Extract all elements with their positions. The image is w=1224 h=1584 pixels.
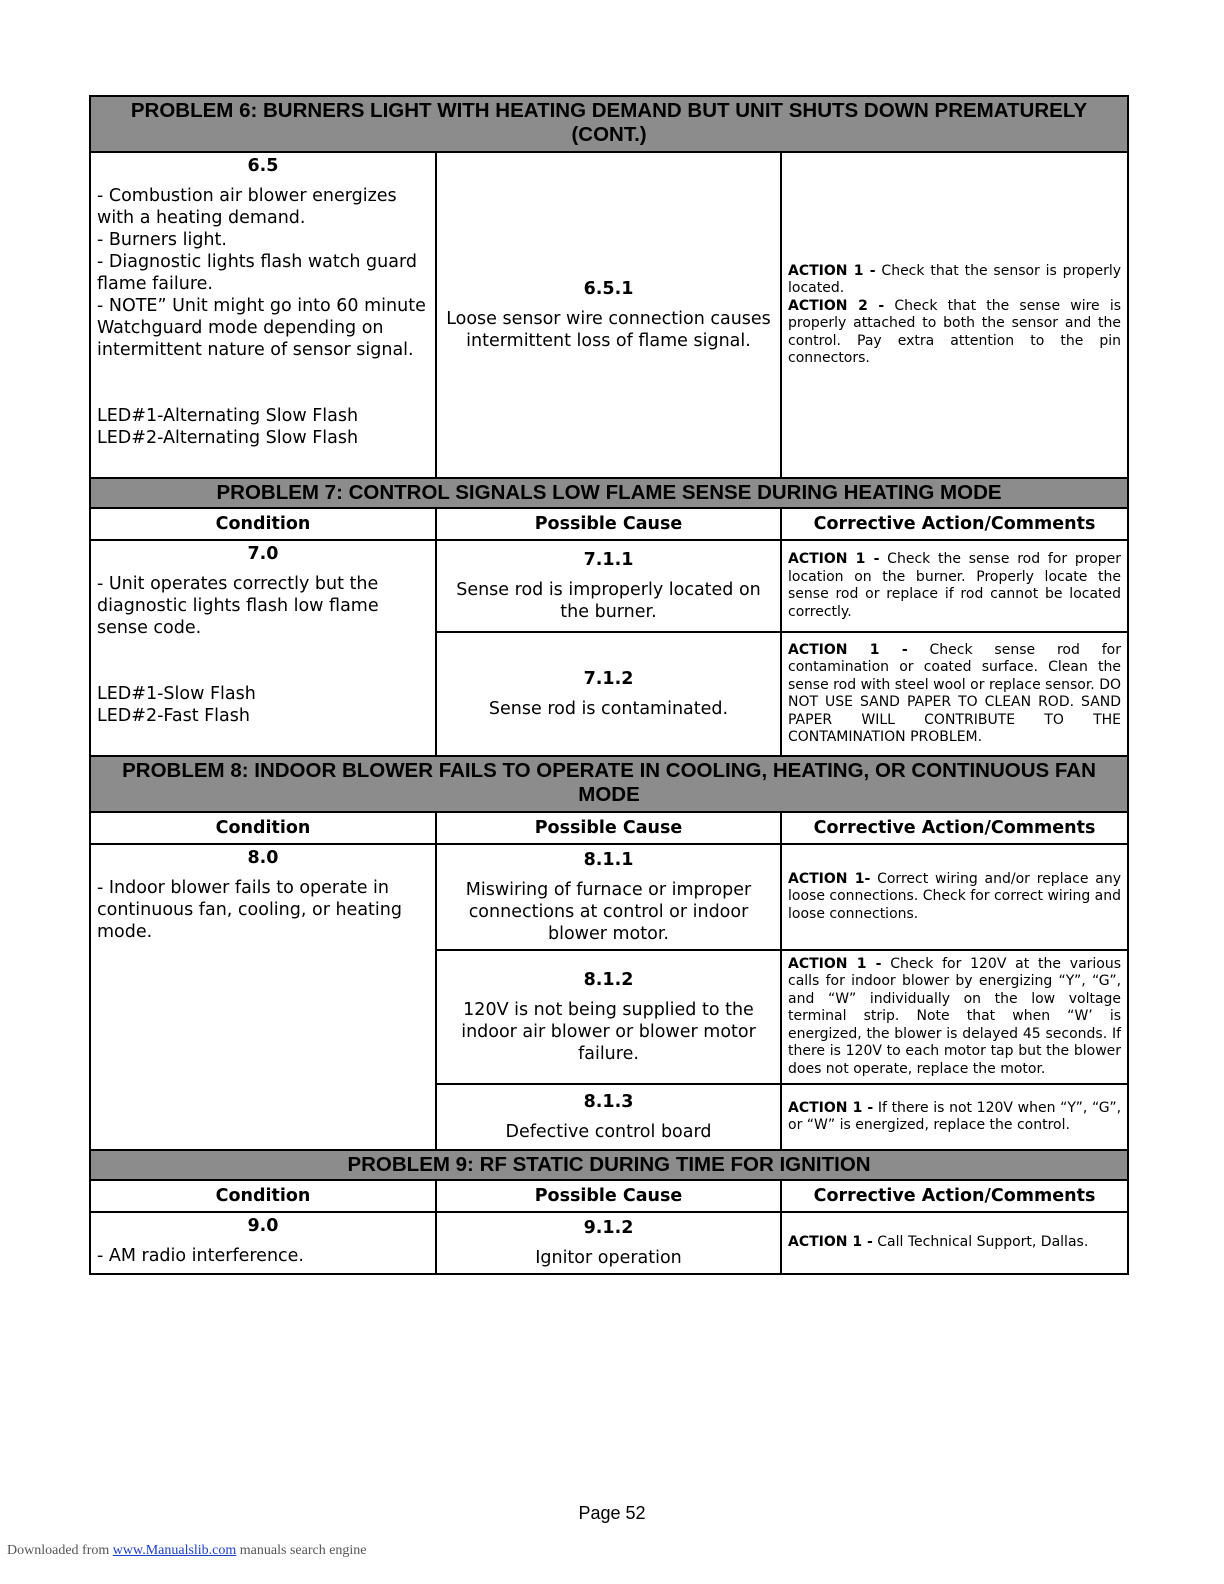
cause-number: 8.1.1 <box>583 850 634 870</box>
action-text: Call Technical Support, Dallas. <box>872 1234 1089 1251</box>
action-text: Correct wiring and/or replace any loose connections. Check for correct wiring and loose connections. <box>788 870 1122 922</box>
problem-7-cause-1 <box>436 540 781 632</box>
problem-6-condition <box>90 152 436 478</box>
led-2-status: LED#2-Alternating Slow Flash <box>97 428 359 448</box>
action-text: Check that the sensor is properly located. <box>788 262 1122 296</box>
download-suffix: manuals search engine <box>236 1543 367 1558</box>
cause-header: Possible Cause <box>436 812 781 844</box>
problem-9-cause <box>436 1212 781 1274</box>
condition-number: 8.0 <box>247 848 279 868</box>
cause-number: 7.1.1 <box>583 550 634 570</box>
cause-number: 8.1.3 <box>583 1092 634 1112</box>
cause-text: Sense rod is improperly located on the burner. <box>456 580 761 622</box>
download-prefix: Downloaded from <box>7 1543 113 1558</box>
cause-text: Sense rod is contaminated. <box>488 699 729 719</box>
problem-6-header: PROBLEM 6: BURNERS LIGHT WITH HEATING DEMAND BUT UNIT SHUTS DOWN PREMATURELY (CONT.) <box>90 96 1128 152</box>
problem-8-condition <box>90 844 436 1150</box>
condition-text: - AM radio interference. <box>97 1246 304 1266</box>
problem-9-action <box>781 1212 1128 1274</box>
action-header: Corrective Action/Comments <box>781 1180 1128 1212</box>
cause-number: 7.1.2 <box>583 669 634 689</box>
action-text: Check for 120V at the various calls for indoor blower by energizing “Y”, “G”, and “W” individually on the low voltage terminal strip. Note that when “W’ is energized, the blower is delayed 45 seconds. If there is 120V to each motor tap but the blower does not operate, replace the motor. <box>788 955 1122 1077</box>
action-label: ACTION 1- <box>788 870 871 887</box>
problem-6-actions <box>781 152 1128 478</box>
action-header: Corrective Action/Comments <box>781 812 1128 844</box>
problem-8-cause-2 <box>436 950 781 1084</box>
problem-7-action-1 <box>781 540 1128 632</box>
action-label: ACTION 1 - <box>788 551 880 567</box>
action-label: ACTION 1 - <box>788 641 908 658</box>
action-text: Check sense rod for contamination or coated surface. Clean the sense rod with steel wool or replace sensor. DO NOT USE SAND PAPER TO CLEAN ROD. SAND PAPER WILL CONTRIBUTE TO THE CONTAMINATION PROBLEM. <box>788 641 1122 745</box>
condition-header: Condition <box>90 812 436 844</box>
problem-6-cause <box>436 152 781 478</box>
cause-text: Defective control board <box>505 1122 712 1142</box>
problem-8-header: PROBLEM 8: INDOOR BLOWER FAILS TO OPERATE IN COOLING, HEATING, OR CONTINUOUS FAN MODE <box>90 756 1128 812</box>
problem-7-condition <box>90 540 436 756</box>
problem-8-action-1 <box>781 844 1128 950</box>
action-label: ACTION 2 - <box>788 297 885 314</box>
led-2-status: LED#2-Fast Flash <box>97 706 250 726</box>
condition-line: - Burners light. <box>97 230 227 250</box>
action-label: ACTION 1 - <box>788 1234 873 1251</box>
cause-number: 9.1.2 <box>583 1218 634 1238</box>
problem-7-header: PROBLEM 7: CONTROL SIGNALS LOW FLAME SENSE DURING HEATING MODE <box>90 478 1128 508</box>
action-text: Check that the sense wire is properly attached to both the sensor and the control. Pay extra attention to the pin connectors. <box>788 297 1122 366</box>
condition-text: - Indoor blower fails to operate in continuous fan, cooling, or heating mode. <box>97 878 402 942</box>
cause-text: Ignitor operation <box>535 1248 682 1268</box>
action-label: ACTION 1 - <box>788 262 876 279</box>
cause-number: 6.5.1 <box>583 279 634 299</box>
condition-header: Condition <box>90 1180 436 1212</box>
problem-8-action-2 <box>781 950 1128 1084</box>
cause-text: Loose sensor wire connection causes intermittent loss of flame signal. <box>446 309 771 351</box>
cause-header: Possible Cause <box>436 1180 781 1212</box>
condition-line: - Diagnostic lights flash watch guard flame failure. <box>97 252 417 294</box>
problem-8-action-3 <box>781 1084 1128 1150</box>
action-text: Check the sense rod for proper location on the burner. Properly locate the sense rod or replace if rod cannot be located correctly. <box>788 551 1122 620</box>
action-text: If there is not 120V when “Y”, “G”, or “W” is energized, replace the control. <box>788 1099 1122 1133</box>
condition-header: Condition <box>90 508 436 540</box>
problem-9-condition <box>90 1212 436 1274</box>
condition-text: - Unit operates correctly but the diagnostic lights flash low flame sense code. <box>97 574 379 638</box>
cause-header: Possible Cause <box>436 508 781 540</box>
condition-number: 9.0 <box>247 1216 279 1236</box>
condition-number: 6.5 <box>247 156 279 176</box>
problem-9-header: PROBLEM 9: RF STATIC DURING TIME FOR IGNITION <box>90 1150 1128 1180</box>
problem-7-cause-2 <box>436 632 781 756</box>
download-footer <box>7 1543 367 1559</box>
condition-line: - NOTE” Unit might go into 60 minute Watchguard mode depending on intermittent nature of sensor signal. <box>97 296 426 360</box>
problem-8-cause-1 <box>436 844 781 950</box>
troubleshooting-table <box>89 95 1129 1275</box>
led-1-status: LED#1-Alternating Slow Flash <box>97 406 359 426</box>
cause-number: 8.1.2 <box>583 970 634 990</box>
condition-line: - Combustion air blower energizes with a heating demand. <box>97 186 397 228</box>
problem-7-action-2 <box>781 632 1128 756</box>
manualslib-link[interactable]: www.Manualslib.com <box>112 1543 237 1558</box>
action-label: ACTION 1 - <box>788 1099 874 1116</box>
problem-8-cause-3 <box>436 1084 781 1150</box>
action-header: Corrective Action/Comments <box>781 508 1128 540</box>
condition-number: 7.0 <box>247 544 279 564</box>
page-number: Page 52 <box>578 1503 646 1523</box>
action-label: ACTION 1 - <box>788 955 882 972</box>
led-1-status: LED#1-Slow Flash <box>97 684 256 704</box>
cause-text: 120V is not being supplied to the indoor air blower or blower motor failure. <box>461 1000 756 1064</box>
cause-text: Miswiring of furnace or improper connections at control or indoor blower motor. <box>465 880 752 944</box>
